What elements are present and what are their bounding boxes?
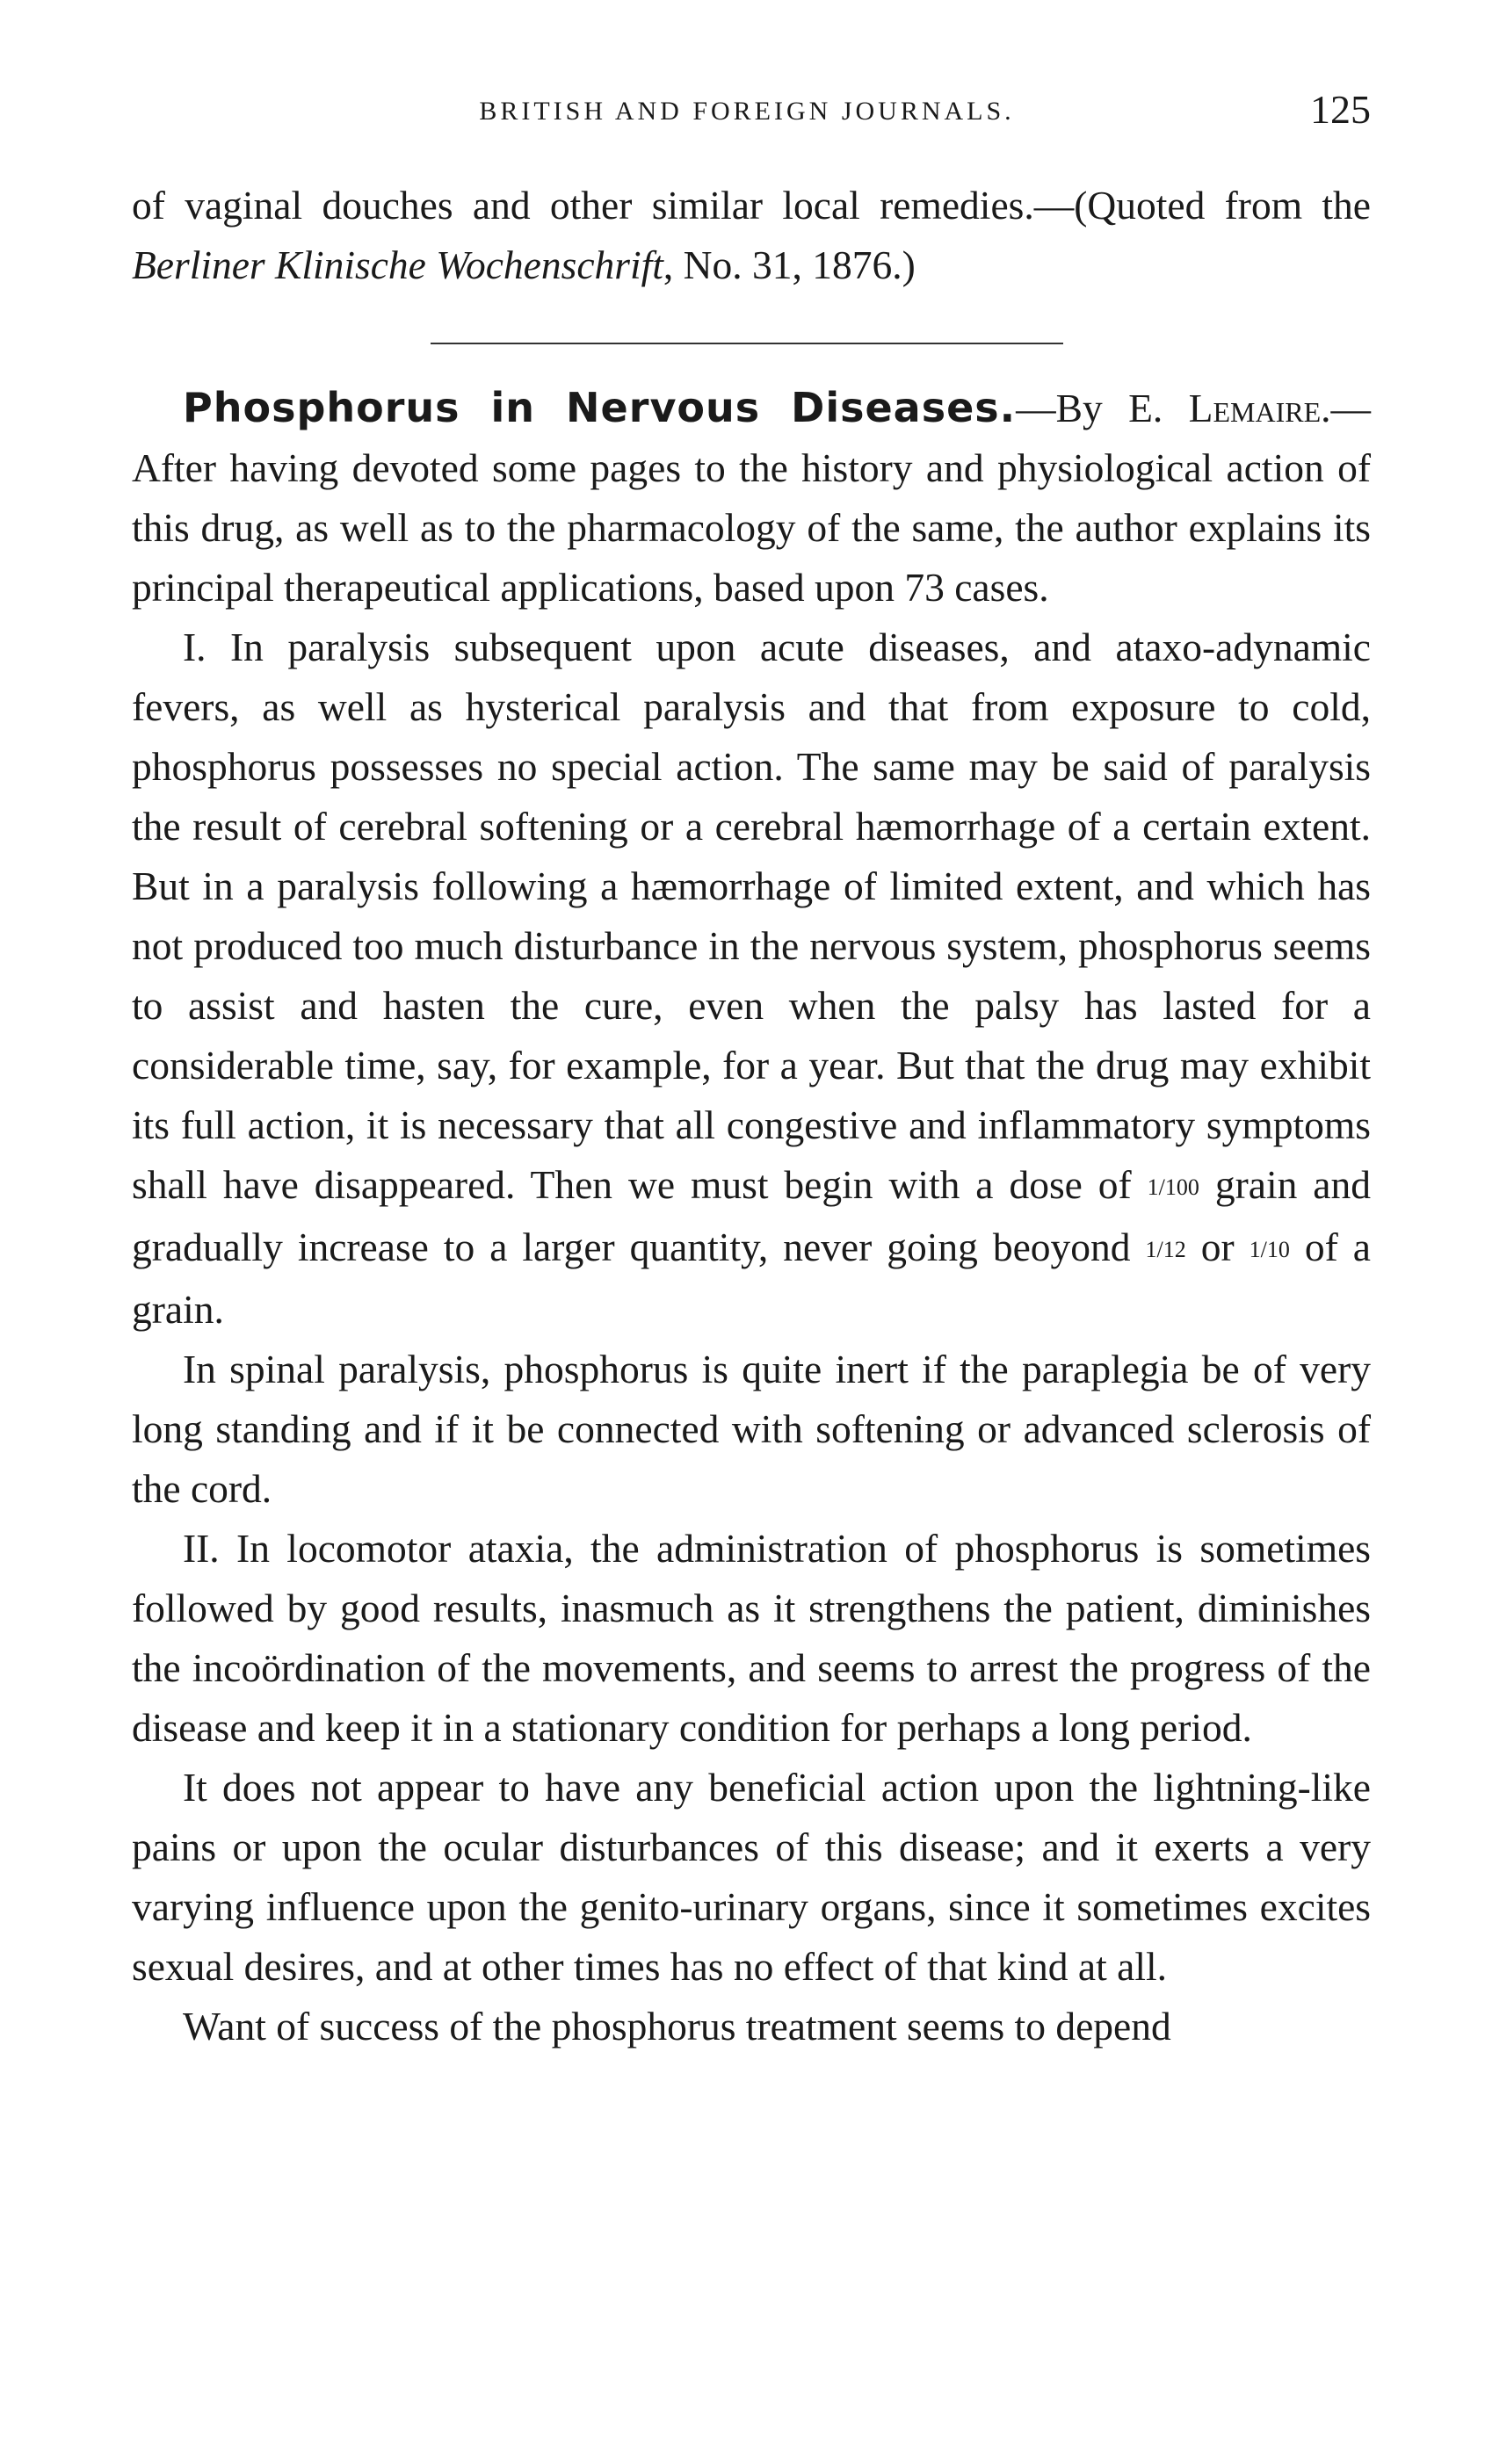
section-divider xyxy=(431,343,1063,344)
paragraph-pains: It does not appear to have any beneficial action upon the lightning-like pains or upon the ocular disturbances of this disease; and it exerts a very varying influence upon the genito-urinary organs, since it sometimes excites sexual desires, and at other times has no effect of that kind at all. xyxy=(132,1765,1371,1989)
quote-text-end: , No. 31, 1876.) xyxy=(663,242,916,287)
paragraph-paralysis-part-a: I. In paralysis subsequent upon acute diseases, and ataxo-adynamic fevers, as well as hysterical paralysis and that from exposure to cold, phosphorus possesses no special action. The same may be said of paralysis the result of cerebral softening or a cerebral hæmorrhage of a certain extent. But in a paralysis following a hæmorrhage of limited extent, and which has not produced too much disturbance in the nervous system, phosphorus seems to assist and hasten the cure, even when the palsy has lasted for a considerable time, say, for example, for a year. But that the drug may exhibit its full action, it is necessary that all congestive and inflammatory symptoms shall have disappeared. Then we must begin with a dose of xyxy=(132,625,1371,1207)
quote-source-paragraph xyxy=(132,176,1371,295)
article-intro xyxy=(132,378,1371,618)
page-number: 125 xyxy=(1310,87,1371,132)
article-intro-text: .—After having devoted some pages to the history and physiological action of this drug, as well as to the pharmacology of the same, the author explains its principal therapeutical applications, based upon 73 cases. xyxy=(132,386,1371,610)
quote-text-start: of vaginal douches and other similar local remedies.—(Quoted from the xyxy=(132,183,1371,228)
running-title: BRITISH AND FOREIGN JOURNALS. xyxy=(479,97,1015,126)
article-title: Phosphorus in Nervous Diseases. xyxy=(183,384,1017,431)
journal-name: Berliner Klinische Wochenschrift xyxy=(132,242,663,287)
fraction-dose-max-b: 1/10 xyxy=(1249,1237,1290,1262)
paragraph-paralysis-part-d: of a grain. xyxy=(132,1225,1371,1332)
paragraph-ataxia: II. In locomotor ataxia, the administration of phosphorus is sometimes followed by good results, inasmuch as it strengthens the patient, diminishes the incoördination of the movements, and seems to arrest the progress of the disease and keep it in a stationary condition for perhaps a long period. xyxy=(132,1526,1371,1750)
paragraph-paralysis-part-c: or xyxy=(1185,1225,1250,1269)
article-author: Lemaire xyxy=(1188,386,1322,430)
continued-paragraph xyxy=(132,176,1371,295)
paragraph-spinal: In spinal paralysis, phosphorus is quite inert if the paraplegia be of very long standing and if it be connected with softening or advanced sclerosis of the cord. xyxy=(132,1347,1371,1511)
paragraph-success: Want of success of the phosphorus treatment seems to depend xyxy=(183,2004,1171,2049)
paragraph-paralysis xyxy=(132,618,1371,1340)
running-head xyxy=(123,81,1371,134)
fraction-dose-max-a: 1/12 xyxy=(1145,1237,1186,1262)
article-body xyxy=(132,378,1371,2056)
article-by: —By E. xyxy=(1016,386,1189,430)
paragraph-paralysis-part-b: grain and gradually increase to a larger quantity, never going beoyond xyxy=(132,1162,1371,1269)
fraction-dose-start: 1/100 xyxy=(1147,1174,1199,1200)
